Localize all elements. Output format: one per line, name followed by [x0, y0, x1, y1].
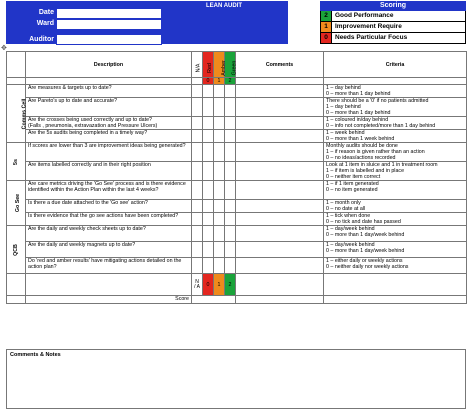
- table-row: Is there a due date attached to the 'Go see' action? 1 – month only 0 – no date at all: [7, 200, 467, 213]
- table-row: Are the crosses being used correctly and up to date? (Falls , pneumonia, extravazation and Pressure Ulcers) 1 – coloured in/day behind 0 – info not completed/more than 1 day behind: [7, 117, 467, 130]
- header-amber: Amber: [214, 52, 225, 78]
- date-label: Date: [38, 9, 54, 16]
- section-comms-cell: Comms Cell: [7, 85, 26, 143]
- table-header-row: [7, 52, 467, 78]
- header-na: N/A: [192, 52, 203, 78]
- auditor-label: Auditor: [29, 36, 54, 43]
- header-green: Green: [225, 52, 236, 78]
- ward-field[interactable]: [56, 19, 162, 30]
- table-row: 5s If scores are lower than 3 are improvement ideas being generated? Monthly audits should be done 1 – if reason is given rather than an action 0 – no ideas/actions recorded: [7, 143, 467, 162]
- table-row: Are Pareto's up to date and accurate? There should be a '0' if no patients admitted 1 – day behind 0 – more than 1 day behind: [7, 98, 467, 117]
- ward-label: Ward: [36, 20, 54, 27]
- table-row: Are the daily and weekly magnets up to date? 1 – day/week behind 0 – more than 1 day/week behind: [7, 242, 467, 258]
- table-row: Are items labelled correctly and in their right position Look at 1 item in sluice and 1 in treatment room 1 – if item is labelled and in place 0 – neither item correct: [7, 162, 467, 181]
- section-go-see: Go See: [7, 181, 26, 226]
- auditor-field[interactable]: [56, 34, 162, 45]
- score-row: [7, 296, 467, 304]
- comments-notes-box[interactable]: [6, 349, 466, 409]
- score-key-row: 0 1 2: [7, 78, 467, 85]
- comments-notes-title: Comments & Notes: [10, 352, 61, 358]
- score-value-cell[interactable]: [192, 296, 236, 304]
- section-5s: 5s: [7, 143, 26, 181]
- table-row: Is there evidence that the go see actions have been completed? 1 – tick when done 0 – no tick and date has passed: [7, 213, 467, 226]
- scoring-row-focus: 0 Needs Particular Focus: [320, 33, 466, 44]
- scoring-row-good: 2 Good Performance: [320, 11, 466, 22]
- scoring-title: Scoring: [320, 1, 466, 11]
- scoring-legend: [320, 1, 466, 44]
- table-row: Are the 5s audits being completed in a timely way? 1 – week behind 0 – more than 1 week behind: [7, 130, 467, 143]
- audit-title: LEAN AUDIT: [205, 3, 243, 9]
- date-field[interactable]: [56, 8, 162, 19]
- header-description: Description: [26, 52, 192, 78]
- section-qcb: QCB: [7, 226, 26, 274]
- totals-row: N / A 0 1 2: [7, 274, 467, 296]
- scoring-row-improve: 1 Improvement Require: [320, 22, 466, 33]
- table-row: QCB Are the daily and weekly check sheets up to date? 1 – day/week behind 0 – more than 1 day/week behind: [7, 226, 467, 242]
- table-row: Comms Cell Are measures & targets up to date? 1 – day behind 0 – more than 1 day behind: [7, 85, 467, 98]
- totals-na-label: N / A: [192, 274, 203, 296]
- score-label: Score: [26, 296, 192, 304]
- header-red: Red: [203, 52, 214, 78]
- table-row: Do 'red and amber results' have mitigating actions detailed on the action plan? 1 – either daily or weekly actions 0 – neither daily nor weekly actions: [7, 258, 467, 274]
- audit-table: [6, 51, 467, 304]
- header-comments: Comments: [236, 52, 324, 78]
- move-handle-icon[interactable]: ✥: [1, 45, 7, 52]
- table-row: Go See Are care metrics driving the 'Go See' process and is there evidence identified within the Action Plan within the last 4 weeks? 1 – if 1 item generated 0 – no item generated: [7, 181, 467, 200]
- header-criteria: Criteria: [324, 52, 467, 78]
